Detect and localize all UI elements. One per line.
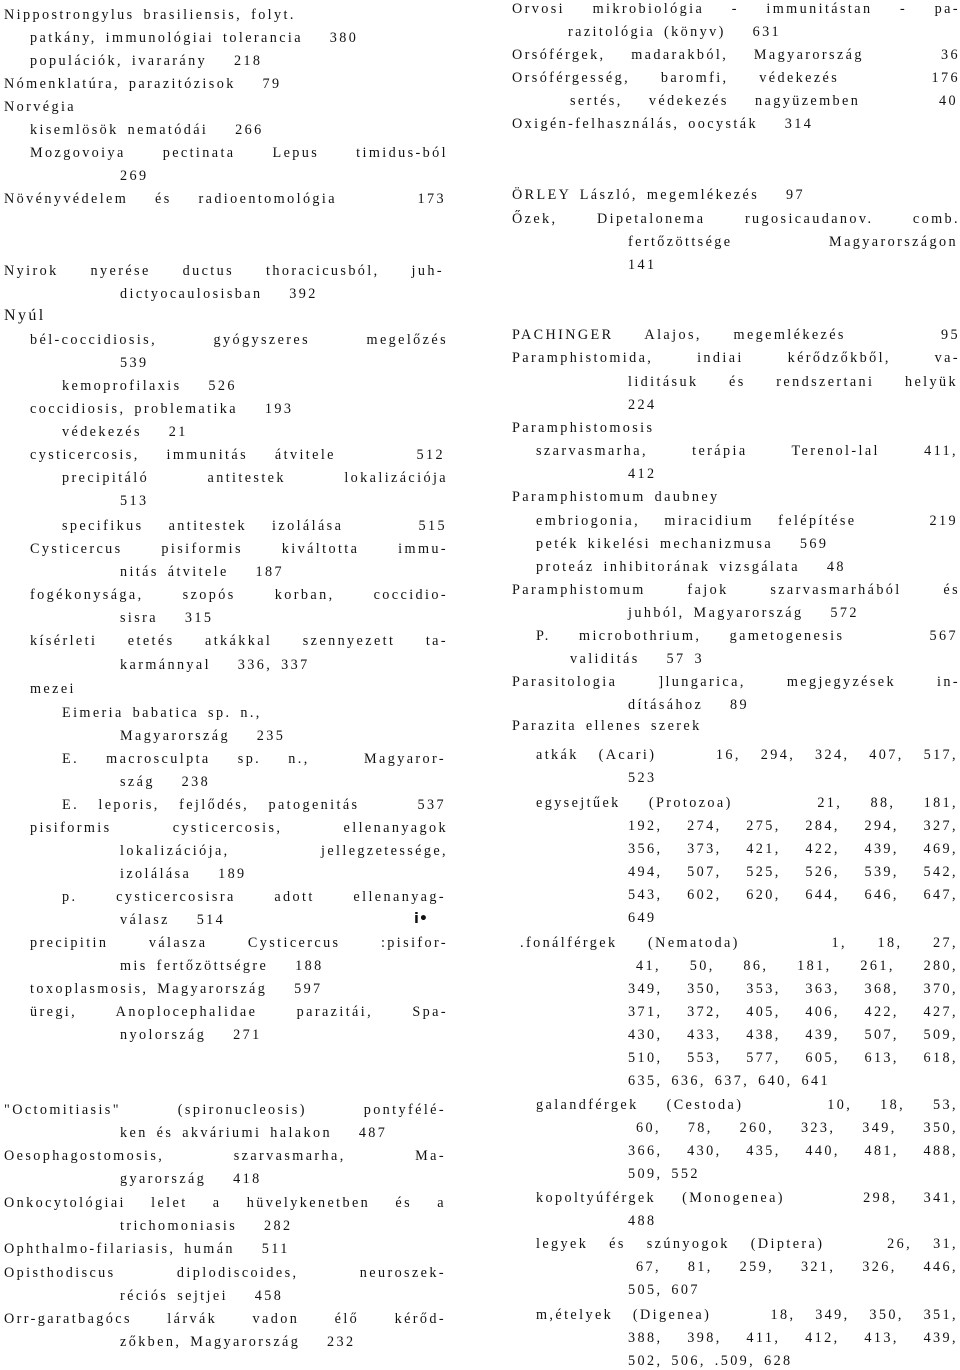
index-entry-line: 371, 372, 405, 406, 422, 427,	[628, 1004, 958, 1020]
index-entry-line: Paramphistomum fajok szarvasmarhából és	[512, 582, 960, 598]
index-entry-line: P. microbothrium, gametogenesis 567	[536, 628, 958, 644]
index-entry-line: Nyirok nyerése ductus thoracicusból, juh-	[4, 263, 444, 279]
index-entry-line: Növényvédelem és radioentomológia 173	[4, 191, 446, 207]
index-entry-line: réciós sejtjei 458	[120, 1288, 284, 1304]
index-entry-line: izolálása 189	[120, 866, 247, 882]
index-entry-line: Magyarország 235	[120, 728, 286, 744]
index-entry-line: populációk, ivararány 218	[30, 53, 263, 69]
index-entry-line: nyolország 271	[120, 1027, 262, 1043]
index-entry-line: Nómenklatúra, parazitózisok 79	[4, 76, 282, 92]
index-entry-line: Onkocytológiai lelet a hüvelykenetben és a	[4, 1195, 446, 1211]
index-entry-line: szág 238	[120, 774, 211, 790]
index-entry-line: fertőzöttsége Magyarországon	[628, 234, 958, 250]
index-entry-line: 192, 274, 275, 284, 294, 327,	[628, 818, 958, 834]
index-entry-line: E. macrosculpta sp. n., Magyaror-	[62, 751, 446, 767]
marginal-mark: i•	[414, 911, 428, 927]
index-entry-line: galandférgek (Cestoda) 10, 18, 53,	[536, 1097, 958, 1113]
index-entry-line: 366, 430, 435, 440, 481, 488,	[628, 1143, 958, 1159]
index-entry-line: 388, 398, 411, 412, 413, 439,	[628, 1330, 958, 1346]
index-entry-line: Nippostrongylus brasiliensis, folyt.	[4, 7, 296, 23]
index-entry-line: dictyocaulosisban 392	[120, 286, 318, 302]
index-entry-line: védekezés 21	[62, 424, 188, 440]
index-entry-line: 513	[120, 493, 149, 509]
index-entry-line: trichomoniasis 282	[120, 1218, 293, 1234]
index-entry-line: 224	[628, 397, 657, 413]
index-entry-line: p. cysticercosisra adott ellenanyag-	[62, 889, 446, 905]
index-entry-line: E. leporis, fejlődés, patogenitás 537	[62, 797, 446, 813]
index-entry-line: legyek és szúnyogok (Diptera) 26, 31,	[536, 1236, 958, 1252]
index-entry-line: kopoltyúférgek (Monogenea) 298, 341,	[536, 1190, 958, 1206]
index-entry-line: precipitáló antitestek lokalizációja	[62, 470, 448, 486]
index-entry-line: egysejtűek (Protozoa) 21, 88, 181,	[536, 795, 958, 811]
index-entry-line: 523	[628, 770, 657, 786]
index-entry-line: Oesophagostomosis, szarvasmarha, Ma-	[4, 1148, 446, 1164]
index-entry-line: kísérleti etetés atkákkal szennyezett ta-	[30, 633, 448, 649]
index-entry-line: mezei	[30, 681, 76, 697]
index-entry-line: 488	[628, 1213, 657, 1229]
index-entry-line: bél-coccidiosis, gyógyszeres megelőzés	[30, 332, 448, 348]
index-entry-line: liditásuk és rendszertani helyük	[628, 374, 958, 390]
index-entry-line: precipitin válasza Cysticercus :pisifor-	[30, 935, 448, 951]
index-entry-line: sisra 315	[120, 610, 214, 626]
index-entry-line: kemoprofilaxis 526	[62, 378, 237, 394]
index-entry-line: 509, 552	[628, 1166, 700, 1182]
index-entry-line: embriogonia, miracidium felépítése 219	[536, 513, 958, 529]
index-entry-line: proteáz inhibitorának vizsgálata 48	[536, 559, 846, 575]
index-entry-line: 543, 602, 620, 644, 646, 647,	[628, 887, 958, 903]
index-entry-line: Orsóférgesség, baromfi, védekezés 176	[512, 70, 960, 86]
index-entry-line: atkák (Acari) 16, 294, 324, 407, 517,	[536, 747, 958, 763]
index-entry-line: 356, 373, 421, 422, 439, 469,	[628, 841, 958, 857]
index-entry-line: nitás átvitele 187	[120, 564, 285, 580]
index-entry-line: 41, 50, 86, 181, 261, 280,	[636, 958, 958, 974]
index-entry-line: Orr-garatbagócs lárvák vadon élő kérőd-	[4, 1311, 446, 1327]
index-entry-line: zőkben, Magyarország 232	[120, 1334, 356, 1350]
index-entry-line: fogékonysága, szopós korban, coccidio-	[30, 587, 448, 603]
index-entry-line: 60, 78, 260, 323, 349, 350,	[636, 1120, 958, 1136]
index-entry-line: 649	[628, 910, 657, 926]
index-entry-line: 430, 433, 438, 439, 507, 509,	[628, 1027, 958, 1043]
index-entry-line: "Octomitiasis" (spironucleosis) pontyfélé-	[4, 1102, 446, 1118]
index-entry-line: Paramphistomida, indiai kérődzőkből, va-	[512, 350, 960, 366]
index-entry-line: Orsóférgek, madarakból, Magyarország 36	[512, 47, 960, 63]
index-entry-line: Parazita ellenes szerek	[512, 718, 702, 734]
index-entry-line: mis fertőzöttségre 188	[120, 958, 324, 974]
index-entry-line: 510, 553, 577, 605, 613, 618,	[628, 1050, 958, 1066]
index-entry-line: Paramphistomum daubney	[512, 489, 720, 505]
index-entry-line: peték kikelési mechanizmusa 569	[536, 536, 829, 552]
index-entry-line: kisemlösök nematódái 266	[30, 122, 264, 138]
index-entry-line: ken és akváriumi halakon 487	[120, 1125, 388, 1141]
index-entry-line: juhból, Magyarország 572	[628, 605, 859, 621]
index-entry-line: m,ételyek (Digenea) 18, 349, 350, 351,	[536, 1307, 958, 1323]
index-entry-line: szarvasmarha, terápia Terenol-lal 411,	[536, 443, 958, 459]
index-entry-line: Eimeria babatica sp. n.,	[62, 705, 262, 721]
index-entry-line: Mozgovoiya pectinata Lepus timidus-ból	[30, 145, 448, 161]
index-entry-line: pisiformis cysticercosis, ellenanyagok	[30, 820, 448, 836]
index-entry-line: 269	[120, 168, 149, 184]
index-entry-line: gyarország 418	[120, 1171, 262, 1187]
index-entry-line: .fonálférgek (Nematoda) 1, 18, 27,	[520, 935, 958, 951]
index-entry-line: toxoplasmosis, Magyarország 597	[30, 981, 323, 997]
index-entry-line: cysticercosis, immunitás átvitele 512	[30, 447, 445, 463]
index-entry-line: válasz 514	[120, 912, 226, 928]
index-entry-line: 539	[120, 355, 149, 371]
index-entry-line: 67, 81, 259, 321, 326, 446,	[636, 1259, 958, 1275]
index-entry-line: Orvosi mikrobiológia - immunitástan - pa-	[512, 1, 960, 17]
index-entry-line: 635, 636, 637, 640, 641	[628, 1073, 830, 1089]
index-entry-line: sertés, védekezés nagyüzemben 40	[570, 93, 958, 109]
index-entry-line: razitológia (könyv) 631	[568, 24, 782, 40]
index-entry-line: 141	[628, 257, 657, 273]
index-entry-line: Oxigén-felhasználás, oocysták 314	[512, 116, 814, 132]
index-entry-line: 494, 507, 525, 526, 539, 542,	[628, 864, 958, 880]
index-entry-line: PACHINGER Alajos, megemlékezés 95	[512, 327, 960, 343]
index-entry-line: Cysticercus pisiformis kiváltotta immu-	[30, 541, 448, 557]
index-entry-line: 502, 506, .509, 628	[628, 1353, 793, 1369]
index-entry-line: specifikus antitestek izolálása 515	[62, 518, 447, 534]
index-entry-line: Ophthalmo-filariasis, humán 511	[4, 1241, 290, 1257]
index-entry-line: karmánnyal 336, 337	[120, 657, 310, 673]
index-entry-line: Őzek, Dipetalonema rugosicaudanov. comb.	[512, 211, 960, 227]
index-entry-line: 349, 350, 353, 363, 368, 370,	[628, 981, 958, 997]
index-entry-line: Parasitologia ]lungarica, megjegyzések in-	[512, 674, 960, 690]
index-entry-line: validitás 57 3	[570, 651, 704, 667]
index-entry-line: coccidiosis, problematika 193	[30, 401, 294, 417]
index-entry-line: Norvégia	[4, 99, 76, 115]
index-entry-line: Opisthodiscus diplodiscoides, neuroszek-	[4, 1265, 446, 1281]
index-entry-line: Nyúl	[4, 307, 46, 324]
index-entry-line: ÖRLEY László, megemlékezés 97	[512, 187, 805, 203]
index-entry-line: Paramphistomosis	[512, 420, 655, 436]
index-entry-line: üregi, Anoplocephalidae parazitái, Spa-	[30, 1004, 448, 1020]
index-entry-line: 412	[628, 466, 657, 482]
index-entry-line: patkány, immunológiai tolerancia 380	[30, 30, 359, 46]
index-entry-line: dításához 89	[628, 697, 750, 713]
index-entry-line: lokalizációja, jellegzetessége,	[120, 843, 448, 859]
index-entry-line: 505, 607	[628, 1282, 700, 1298]
